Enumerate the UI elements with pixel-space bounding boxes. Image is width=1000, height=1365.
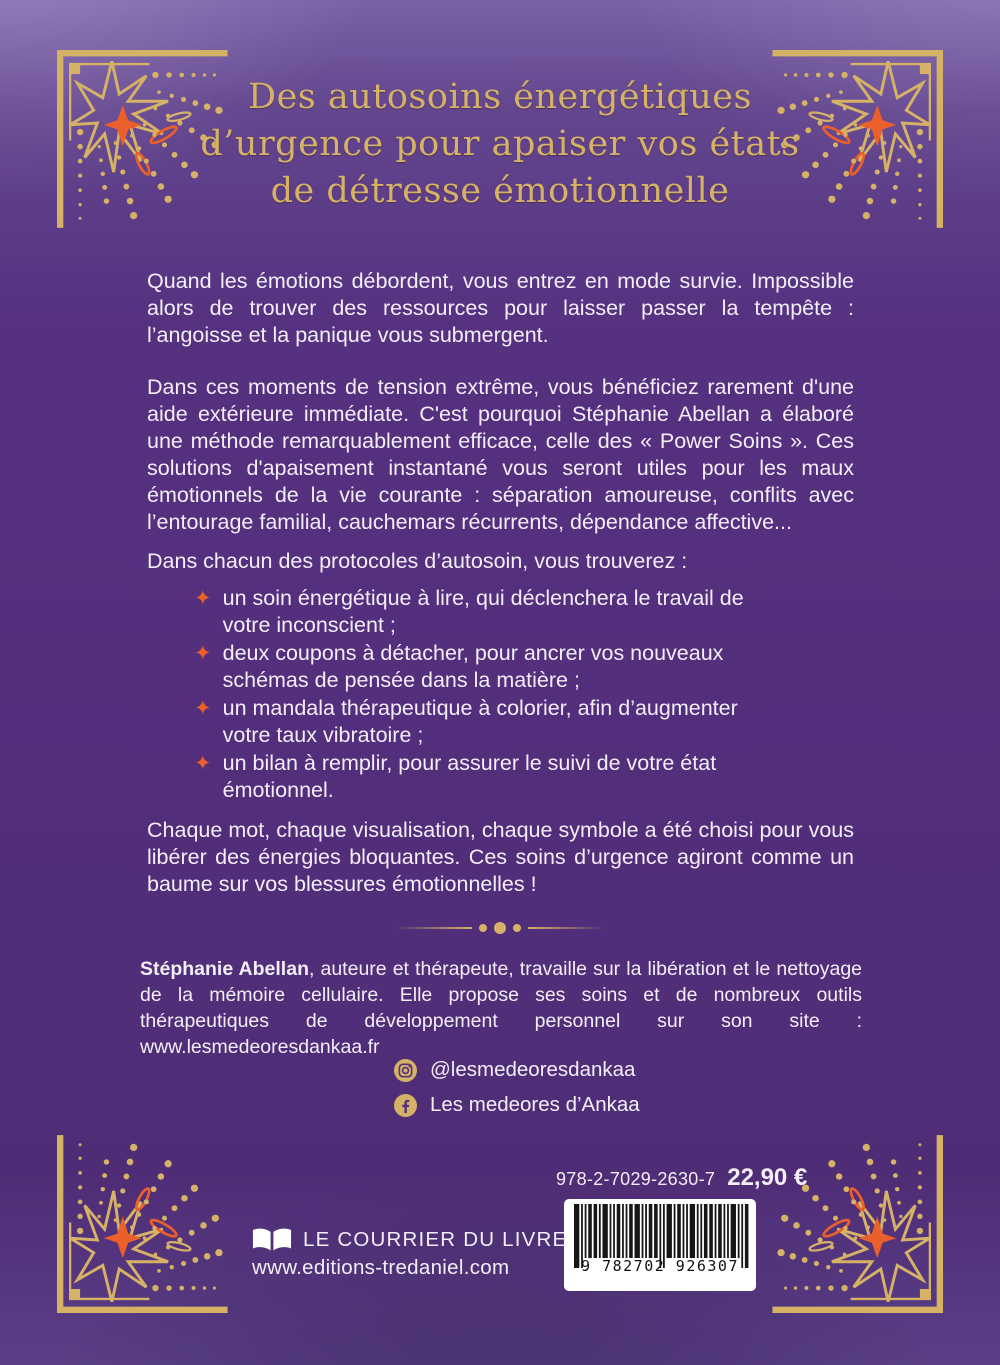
method-paragraph: Dans ces moments de tension extrême, vous bénéficiez rarement d'une aide extérieure immédiate. C'est pourquoi Stéphanie Abellan a élaboré une méthode remarquablement efficace, celle des « Power Soins ». Ces solutions d'apaisement instantané vous seront utiles pour les maux émotionnels de la vie courante : séparation amoureuse, conflits avec l’entourage familial, cauchemars récurrents, dépendance affective...	[147, 375, 854, 534]
divider-dot	[513, 924, 521, 932]
divider-dot	[479, 924, 487, 932]
cover-title-line-1: Des autosoins énergétiques	[248, 77, 752, 117]
isbn-number: 978-2-7029-2630-7	[556, 1169, 716, 1189]
protocol-bullet-list	[194, 585, 756, 805]
cover-title-line-2: d’urgence pour apaiser vos états	[200, 124, 800, 164]
list-item	[194, 750, 756, 804]
social-links	[394, 1058, 640, 1117]
barcode-digits: 9 782702 926307	[581, 1257, 739, 1275]
closing-paragraph: Chaque mot, chaque visualisation, chaque symbole a été choisi pour vous libérer des énergies bloquantes. Ces soins d’urgence agiront comme un baume sur vos blessures émotionnelles !	[147, 818, 854, 896]
list-item-text: un mandala thérapeutique à colorier, afin d’augmenter votre taux vibratoire ;	[222, 696, 738, 747]
sparkle-bullet-icon: ✦	[194, 641, 212, 665]
divider-line	[528, 927, 606, 929]
author-bio-text: , auteure et thérapeute, travaille sur la libération et le nettoyage de la mémoire cellulaire. Elle propose ses soins et de nombreux outils thérapeutiques de développement personnel sur son site : www.lesmedeoresdankaa.fr	[140, 958, 863, 1058]
publisher-logo-row	[252, 1226, 567, 1253]
cover-title	[0, 74, 1000, 215]
sparkle-bullet-icon: ✦	[194, 586, 212, 610]
list-intro: Dans chacun des protocoles d’autosoin, vous trouverez :	[147, 549, 688, 573]
list-item	[194, 640, 756, 694]
instagram-handle: @lesmedeoresdankaa	[430, 1058, 636, 1081]
facebook-row	[394, 1093, 640, 1117]
author-bio	[140, 956, 862, 1060]
sparkle-bullet-icon: ✦	[194, 751, 212, 775]
cover-title-line-3: de détresse émotionnelle	[270, 171, 730, 211]
list-item-text: un soin énergétique à lire, qui déclenchera le travail de votre inconscient ;	[222, 586, 744, 637]
list-item	[194, 585, 756, 639]
instagram-icon	[394, 1059, 417, 1082]
divider-line	[394, 927, 472, 929]
open-book-icon	[252, 1226, 292, 1253]
gold-divider	[0, 922, 1000, 934]
sparkle-bullet-icon: ✦	[194, 696, 212, 720]
corner-ornament-bottom-right	[767, 1132, 953, 1318]
publisher-block	[252, 1226, 567, 1280]
divider-dot	[494, 922, 506, 934]
instagram-row	[394, 1058, 640, 1082]
publisher-name: LE COURRIER DU LIVRE	[303, 1227, 568, 1251]
barcode	[564, 1199, 756, 1291]
list-item-text: deux coupons à détacher, pour ancrer vos nouveaux schémas de pensée dans la matière ;	[222, 641, 724, 692]
isbn-price-row	[556, 1164, 807, 1192]
corner-ornament-bottom-left	[47, 1132, 233, 1318]
facebook-page-name: Les medeores d’Ankaa	[430, 1093, 640, 1116]
intro-paragraph: Quand les émotions débordent, vous entrez en mode survie. Impossible alors de trouver des ressources pour laisser passer la tempête : l’angoisse et la panique vous submergent.	[147, 269, 854, 347]
list-item	[194, 695, 756, 749]
list-item-text: un bilan à remplir, pour assurer le suivi de votre état émotionnel.	[222, 751, 717, 802]
author-name: Stéphanie Abellan	[140, 958, 309, 980]
price: 22,90 €	[727, 1164, 808, 1191]
facebook-icon	[394, 1094, 417, 1117]
publisher-website: www.editions-tredaniel.com	[252, 1256, 510, 1279]
